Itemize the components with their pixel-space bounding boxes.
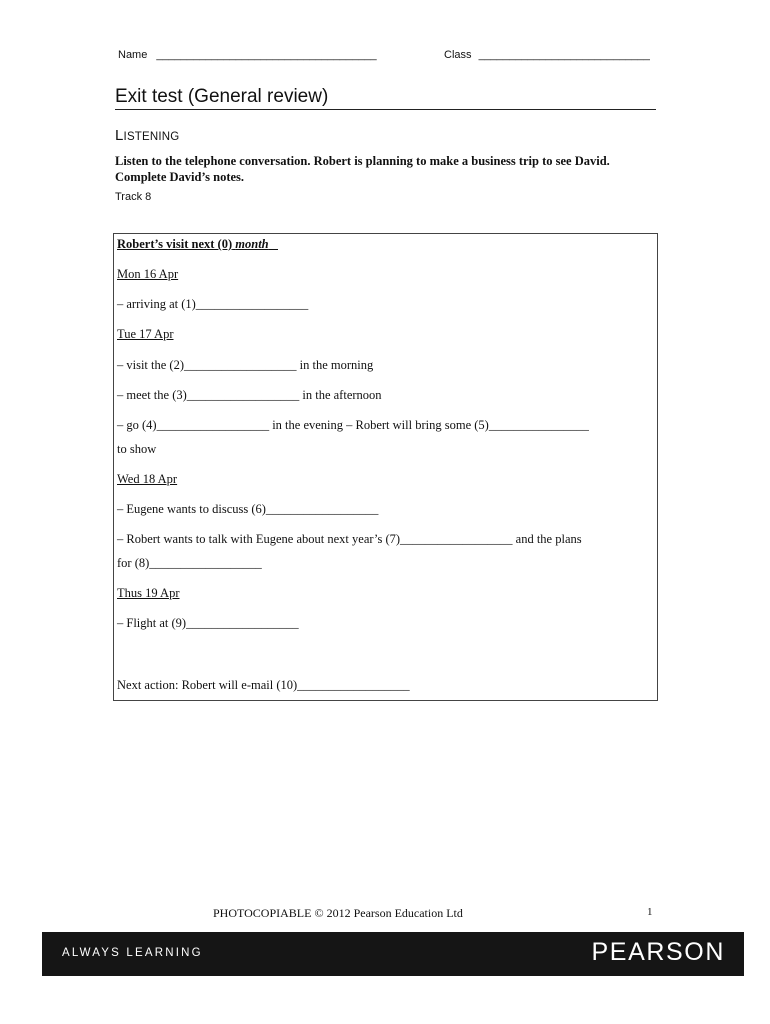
- page-title: Exit test (General review): [115, 86, 656, 110]
- question-4-5: – go (4)__________________ in the evening – Robert will bring some (5)________________: [117, 418, 589, 432]
- question-5-continuation: to show: [117, 442, 157, 456]
- day-wed: Wed 18 Apr: [117, 472, 178, 486]
- section-heading: [115, 127, 179, 144]
- copyright-text: PHOTOCOPIABLE © 2012 Pearson Education Ltd: [213, 906, 463, 920]
- notes-heading-text: Robert’s visit next (0): [117, 237, 233, 251]
- day-thu: Thus 19 Apr: [117, 586, 180, 600]
- question-1: – arriving at (1)__________________: [117, 297, 309, 311]
- question-2: – visit the (2)__________________ in the morning: [117, 358, 374, 372]
- day-mon: Mon 16 Apr: [117, 267, 179, 281]
- tagline: ALWAYS LEARNING: [62, 947, 203, 959]
- question-7: – Robert wants to talk with Eugene about next year’s (7)__________________ and the plans: [117, 532, 582, 546]
- question-9: – Flight at (9)__________________: [117, 616, 299, 630]
- notes-heading: [117, 237, 278, 252]
- class-label: Class: [444, 49, 472, 61]
- track-label: Track 8: [115, 191, 152, 203]
- notes-box: [113, 233, 658, 701]
- pearson-logo: PEARSON: [591, 938, 725, 966]
- question-6: – Eugene wants to discuss (6)__________________: [117, 502, 379, 516]
- class-field: [444, 49, 650, 61]
- notes-heading-example: month: [235, 237, 269, 251]
- section-heading-initial: L: [115, 127, 124, 144]
- brand-band: [42, 932, 744, 976]
- name-field: [118, 49, 377, 61]
- section-heading-rest: ISTENING: [123, 131, 180, 143]
- question-3: – meet the (3)__________________ in the afternoon: [117, 388, 382, 402]
- question-10: Next action: Robert will e-mail (10)__________________: [117, 678, 410, 692]
- day-tue: Tue 17 Apr: [117, 327, 174, 341]
- instructions: Listen to the telephone conversation. Robert is planning to make a business trip to see David. Complete David’s notes.: [115, 154, 610, 184]
- question-8: for (8)__________________: [117, 556, 262, 570]
- name-blank: ____________________________________: [156, 49, 377, 61]
- class-blank: ____________________________: [478, 49, 650, 61]
- page-number: 1: [647, 906, 653, 918]
- name-label: Name: [118, 49, 148, 61]
